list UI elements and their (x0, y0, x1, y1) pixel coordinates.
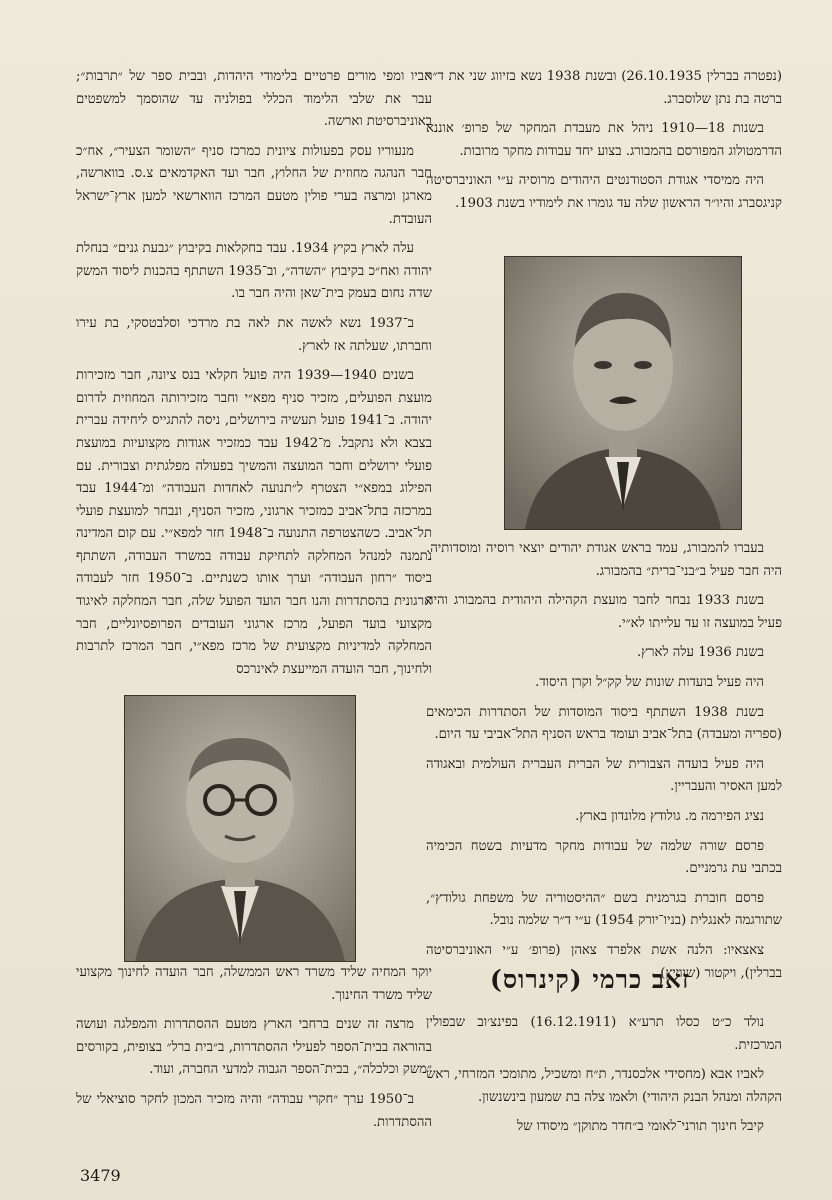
page-number: 3479 (80, 1166, 121, 1185)
paragraph: בשנת 1938 השתתף ביסוד המוסדות של הסתדרות הכימאים (ספריה ומעבדה) בתל־אביב ועומד בראש הסניף התל־אביבי עד היום. (426, 704, 782, 743)
paragraph: מרצה זה שנים ברחבי הארץ מטעם ההסתדרות והמפלגה ועושה בהוראה בבית־הספר לפעילי ההסתדרות, ב״בית ברל״ בצופית, בקורסים ״משק וכלכלה״, בבית־הספר הגבוה למדעי החברה, ועוד. (76, 1017, 432, 1078)
paragraph: היה פעיל בועדות שונות של קק״ל וקרן היסוד. (535, 674, 764, 690)
paragraph: פרסם שורה שלמה של עבודות מחקר מדעיות בשטח הכימיה בכתבי עת גרמניים. (426, 838, 782, 877)
portrait-photo (124, 695, 356, 962)
left-column-bottom (76, 962, 432, 1141)
paragraph: יוקר המחיה שליד משרד ראש הממשלה, חבר הועדה לחינוך מקצועי שליד משרד החינוך. (76, 965, 432, 1003)
paragraph: בשנת 1936 עלה לארץ. (636, 645, 764, 661)
paragraph: היה פעיל בועדה הצבורית של הברית העברית העולמית ובאגודה למען האסיר והעבריין. (426, 756, 782, 795)
left-column-top (76, 66, 432, 688)
paragraph: נולד כ״ט כסלו תרע״א (16.12.1911) בפינצ׳וב שבפולין המרכזית. (426, 1015, 782, 1053)
paragraph: צאצאיו: הלנה אשת אלפרד צאהן (פרופ׳ ע״י האוניברסיטה בברלין), ויקטור (שווייץ). (426, 942, 782, 981)
paragraph: בשנת 1933 נבחר לחבר מועצת הקהילה היהודית בהמבורג והיה פעיל במועצה זו עד עלייתו לא״י. (426, 593, 782, 631)
portrait-photo-image (505, 257, 741, 529)
paragraph: היה ממיסדי אגודת הסטודנטים היהודים מרוסיה ע״י האוניברסיטה קניגסברג והיו״ר הראשון שלה עד גומרו את לימודיו בשנת 1903. (426, 173, 782, 211)
portrait-photo (504, 256, 742, 530)
section-heading: זאב כרמי (קינרוס) (490, 965, 690, 994)
paragraph: ב־1937 נשא לאשה את לאה בת מרדכי וסלבטסקי, בת עירו וחברתו, שעלתה אז לארץ. (76, 315, 432, 354)
paragraph: נציג הפירמה מ. גולודץ מלונדון בארץ. (575, 808, 764, 824)
paragraph: ב־1950 ערך ״חקרי עבודה״ והיה מזכיר המכון לחקר סוציאלי של ההסתדרות. (76, 1091, 432, 1130)
right-column-middle (426, 538, 782, 992)
paragraph: פרסם חוברת בגרמנית בשם ״ההיסטוריה של משפחת גולודץ״, שתורגמה לאנגלית (בניו־יורק 1954) ע״י ד״ר שלמה נובל. (426, 890, 782, 929)
paragraph: מנעוריו עסק בפעולות ציונית כמרכז סניף ״השומר הצעיר״, אח״כ חבר הנהגה מחוזית של החלוץ, חבר ועד האקדמאים צ.ס. בווארשה, מארגן ומרצה בערי פולין מטעם המרכז הווארשאי למען ארץ־ישראל העובדת. (76, 143, 432, 227)
paragraph: לאביו אבא (מחסידי אלכסנדר, ת״ח ומשכיל, מתומכי המזרחי, ראש הקהלה ומנהל הבנק היהודי) ולאמו צלה בת שמעון בינשנשון. (426, 1067, 782, 1105)
paragraph: בשנות 18—1910 ניהל את מעבדת המחקר של פרופ׳ אוננא הדרמטולוג המפורסם בהמבורג. בצוע יחד עבודות מחקר מרובות. (426, 121, 782, 159)
paragraph: (נפטרה בברלין 26.10.1935) ובשנת 1938 נשא בזיווג שני את ד״ר ברטה בת נתן שלוסברג. (426, 69, 782, 107)
paragraph: אביו ומפי מורים פרטיים בלימודי היהדות, ובבית ספר של ״תרבות״; עבר את שלבי הלימוד הכללי בפולניה עד שהוסמך למשפטים באוניברסיטת וארשה. (76, 69, 432, 130)
paragraph: בשנים 1940—1939 היה פועל חקלאי בנס ציונה, חבר מזכירות מועצת הפועלים, מזכיר סניף מפא״י וחבר מזכירותה המחוזית לדרום יהודה. ב־1941 פועל תעשיה בירושלים, ניסה להתגייס ליחידה עברית בצבא ולא נתקבל. מ־1942 עבד כמזכיר אגודות מקצועיות במועצת פועלי ירושלים וחבר המועצה והמשיך בפעולה מפלגתית וצבורית. עם הפילוג במפא״י הצטרף ל״תנועה לאחדות העבודה״ ומ־1944 עבד במרכזה בתל־אביב כמזכיר ארגוני, מזכיר הסניף, ונבחר למועצת פועלי תל־אביב. כשהצטרפה התנועה ב־1948 חזר למפא״י. עם קום המדינה נתמנה למנהל המחלקה לתחיקת עבודה במשרד העבודה, השתתף ביסוד ״רחון העבודה״ וערך אותו כשנתיים. ב־1950 חזר לעבודה ארגונית בהסתדרות והנו חבר הועד הפועל שלה, חבר המחלקה לאיגוד מקצועי בועד הפועל, מרכז ארגוני העובדים הפרופסיונליים, חבר המחלקה למדיניות מקצועית של מרכז מפא״י, חבר המרכז לתרבות ולחינוך, חבר הועדה המייעצת לאינרכס (76, 368, 432, 677)
paragraph: בעברו להמבורג, עמד בראש אגודת יהודים יוצאי רוסיה ומוסדותיה. היה חבר פעיל ב״בני־ברית״ בהמבורג. (426, 541, 782, 579)
right-column-bottom (426, 1012, 782, 1146)
paragraph: קיבל חינוך תורני־לאומי ב״חדר מתוקן״ מיסודו של (516, 1119, 764, 1135)
paragraph: עלה לארץ בקיץ 1934. עבד בחקלאות בקיבוץ ״גבעת גנים״ בנחלת יהודה ואח״כ בקיבוץ ״השדה״, וב־1935 השתתף בהכנות ליסוד המשק שדה נחום בעמק בית־שאן והיה חבר בו. (76, 241, 432, 302)
portrait-photo-image (125, 696, 355, 961)
right-column-top (426, 66, 782, 223)
